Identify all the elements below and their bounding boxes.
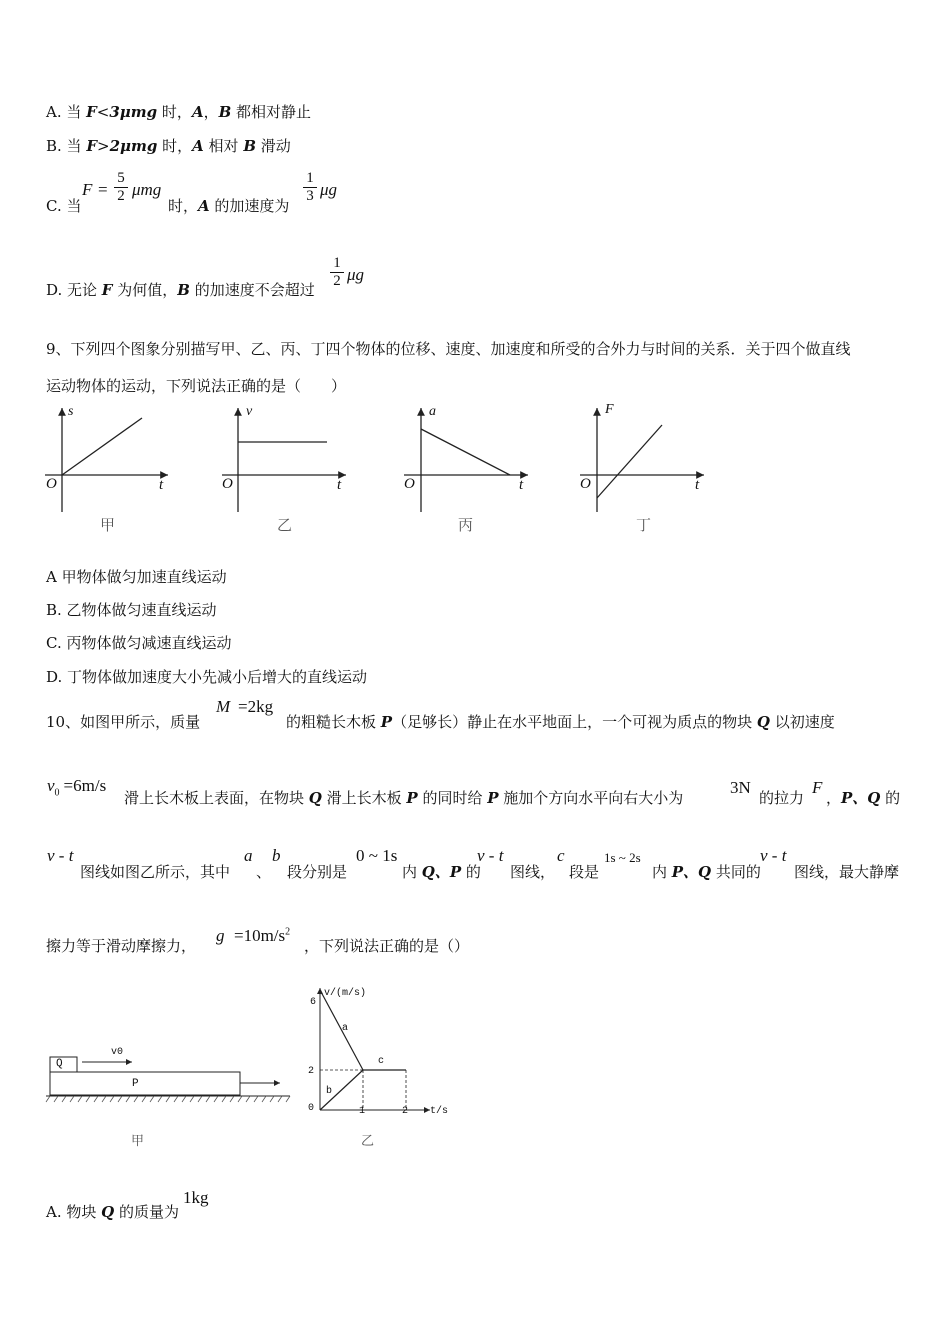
- q10-line3-b: 段分别是: [287, 863, 348, 881]
- text: 相对: [203, 137, 244, 155]
- graph-ding: [580, 408, 704, 512]
- text: 内: [402, 863, 422, 881]
- q10-line3-e: 段是: [569, 863, 600, 881]
- var-b: B: [243, 137, 256, 155]
- q10-line4-a: 擦力等于滑动摩擦力，: [46, 937, 197, 955]
- v-t-symbol: v - t: [477, 846, 504, 865]
- series-label-b: b: [326, 1086, 333, 1097]
- graph-jia-xlabel: t: [159, 477, 164, 493]
- ground-hatch: [46, 1096, 290, 1102]
- option-prefix: C. 当: [46, 197, 82, 215]
- q8-option-d: [46, 280, 315, 300]
- var-pq: P、Q: [841, 789, 881, 807]
- q9-graphs: [0, 400, 950, 560]
- value: 2μmg: [109, 137, 158, 155]
- comma: ，: [826, 789, 842, 807]
- xtick-2: 2: [402, 1106, 409, 1117]
- denominator: 3: [306, 188, 314, 204]
- option-prefix: D. 无论: [46, 281, 102, 299]
- var-p: P: [380, 713, 393, 731]
- graph-jia-caption: 甲: [100, 516, 116, 534]
- var-b: B: [177, 281, 190, 299]
- var-f: F: [86, 137, 97, 155]
- q10-line2-c: [826, 788, 900, 808]
- ytick-0: 0: [308, 1103, 315, 1114]
- var-f: F: [812, 778, 823, 797]
- var-c: c: [557, 846, 565, 865]
- text: 共同的: [711, 863, 761, 881]
- graph-yi-ylabel: v: [246, 404, 253, 419]
- numerator: 1: [330, 255, 344, 273]
- fraction-1-2: [330, 255, 344, 290]
- value: 3μmg: [109, 103, 158, 121]
- mass-value: =2kg: [238, 697, 274, 716]
- text: 施加个方向水平向右大小为: [498, 789, 684, 807]
- q8-option-b: [46, 136, 291, 156]
- numerator: 1: [303, 170, 317, 188]
- text: 时，: [157, 137, 193, 155]
- graph-bing-origin: O: [404, 476, 415, 492]
- label-q: Q: [56, 1058, 63, 1070]
- q9-stem-line1: 9、下列四个图象分别描写甲、乙、丙、丁四个物体的位移、速度、加速度和所受的合外力与时间的关系．关于四个做直线: [46, 340, 851, 358]
- q9-option-d: D. 丁物体做加速度大小先减小后增大的直线运动: [46, 668, 368, 686]
- var-a: A: [198, 197, 210, 215]
- equals-sign: =: [98, 180, 108, 199]
- v-t-symbol: v - t: [760, 846, 787, 865]
- range-0-1s: 0 ~ 1s: [356, 846, 398, 865]
- comma: ，: [203, 103, 219, 121]
- a-t-line: [421, 429, 510, 475]
- fig-jia-caption: 甲: [131, 1134, 145, 1149]
- graph-ding-origin: O: [580, 476, 591, 492]
- text: 为何值，: [112, 281, 178, 299]
- label-p: P: [132, 1078, 139, 1090]
- text: 内: [652, 863, 672, 881]
- text: 滑上长木板上表面，在物块: [124, 789, 309, 807]
- var-m: M: [216, 697, 231, 716]
- series-label-a: a: [342, 1023, 349, 1034]
- v-t-symbol: v - t: [47, 846, 74, 865]
- fig-yi-xlabel: t/s: [430, 1106, 449, 1117]
- var-b: b: [272, 846, 281, 865]
- text: 时，: [168, 197, 199, 215]
- graph-yi: [222, 408, 346, 512]
- denominator: 2: [117, 188, 125, 204]
- q10-line3-f: [652, 862, 761, 882]
- q10-line3-a: 图线如图乙所示，其中: [80, 863, 231, 881]
- graph-bing-caption: 丙: [458, 516, 474, 534]
- value: =6m/s: [63, 776, 107, 795]
- graph-ding-ylabel: F: [605, 402, 614, 417]
- mu-m-g: μmg: [132, 180, 162, 199]
- graph-jia: [45, 408, 168, 512]
- graph-jia-ylabel: s: [68, 404, 74, 419]
- q8-option-c-mid: [168, 196, 289, 216]
- text: 的加速度不会超过: [189, 281, 315, 299]
- text: 滑动: [256, 137, 291, 155]
- var-f: F: [101, 281, 113, 299]
- var-f: F: [82, 180, 93, 199]
- range-1-2s: 1s ~ 2s: [604, 850, 641, 865]
- var-p: P: [487, 789, 499, 807]
- q10-line3-d: 图线，: [510, 863, 556, 881]
- separator: 、: [256, 863, 272, 881]
- q9-option-b: B. 乙物体做匀速直线运动: [46, 601, 217, 619]
- var-f: F: [86, 103, 97, 121]
- var-b: B: [218, 103, 232, 121]
- text: （足够长）静止在水平地面上，一个可视为质点的物块: [392, 713, 757, 731]
- var-q: Q: [101, 1203, 115, 1221]
- q10-line4-b: ，下列说法正确的是（）: [304, 937, 470, 955]
- xtick-1: 1: [359, 1106, 366, 1117]
- ytick-2: 2: [308, 1066, 315, 1077]
- text: 的粗糙长木板: [286, 713, 381, 731]
- q10-line3-c: [402, 862, 481, 882]
- var-p: P: [406, 789, 418, 807]
- fig-yi-ylabel: v/(m/s): [324, 988, 367, 999]
- f-t-line: [597, 425, 662, 498]
- graph-yi-xlabel: t: [337, 477, 342, 493]
- var-a: A: [191, 103, 204, 121]
- text: 时，: [157, 103, 192, 121]
- gt-sign: >: [96, 137, 110, 155]
- block-q: [50, 1057, 77, 1072]
- text: 的: [880, 789, 901, 807]
- q10-line3-g: 图线，最大静摩: [794, 863, 900, 881]
- gravity-value: [234, 926, 290, 946]
- lt-sign: <: [96, 103, 110, 121]
- var-q: Q: [308, 789, 322, 807]
- text: 的加速度为: [209, 197, 290, 215]
- series-label-c: c: [378, 1056, 385, 1067]
- var-pq: P、Q: [671, 863, 712, 881]
- fraction-1-3: [303, 170, 317, 205]
- numerator: 5: [114, 170, 128, 188]
- var-a: a: [244, 846, 253, 865]
- q10-line1-post: [286, 712, 835, 732]
- q9-stem-line2: 运动物体的运动，下列说法正确的是（ ）: [46, 377, 347, 395]
- graph-bing-xlabel: t: [519, 477, 524, 493]
- q10-line2: [124, 788, 683, 808]
- var-v: v: [47, 776, 55, 795]
- text: 都相对静止: [231, 103, 312, 121]
- text: 滑上长木板: [321, 789, 407, 807]
- ytick-6: 6: [310, 997, 317, 1008]
- graph-ding-caption: 丁: [636, 516, 652, 534]
- var-a: A: [192, 137, 204, 155]
- text: 以初速度: [769, 713, 835, 731]
- fig-yi-caption: 乙: [361, 1134, 375, 1149]
- var-q: Q: [756, 713, 770, 731]
- initial-velocity: [47, 776, 106, 798]
- fraction-5-2: [114, 170, 128, 205]
- q9-option-a: A 甲物体做匀加速直线运动: [46, 568, 227, 586]
- denominator: 2: [333, 273, 341, 289]
- label-v0: v0: [111, 1047, 124, 1058]
- text: 的: [461, 863, 481, 881]
- superscript: 2: [285, 926, 291, 938]
- mu-g: μg: [320, 180, 338, 199]
- force-3n: 3N: [730, 778, 751, 797]
- q10-option-a: [46, 1202, 179, 1222]
- text: A. 物块: [46, 1203, 102, 1221]
- q8-option-c-prefix: [46, 196, 81, 216]
- mu-g: μg: [347, 265, 365, 284]
- mass-value: 1kg: [183, 1188, 209, 1207]
- s-t-line: [62, 418, 142, 475]
- text: 的同时给: [417, 789, 488, 807]
- var-g: g: [216, 926, 225, 945]
- subscript: 0: [54, 787, 60, 799]
- option-prefix: B. 当: [46, 137, 87, 155]
- q8-option-a: [46, 102, 311, 122]
- q9-option-c: C. 丙物体做匀减速直线运动: [46, 634, 232, 652]
- graph-bing: [404, 408, 528, 512]
- option-prefix: A. 当: [46, 103, 87, 121]
- graph-yi-origin: O: [222, 476, 233, 492]
- graph-bing-ylabel: a: [429, 404, 436, 419]
- graph-ding-xlabel: t: [695, 477, 700, 493]
- q10-line2-b: 的拉力: [759, 789, 805, 807]
- board-p: [50, 1072, 240, 1095]
- value: =10m/s: [234, 926, 286, 945]
- q10-line1-pre: 10、如图甲所示，质量: [46, 713, 201, 731]
- text: 的质量为: [114, 1203, 179, 1221]
- graph-yi-caption: 乙: [277, 516, 293, 534]
- var-qp: Q、P: [421, 863, 462, 881]
- graph-jia-origin: O: [46, 476, 57, 492]
